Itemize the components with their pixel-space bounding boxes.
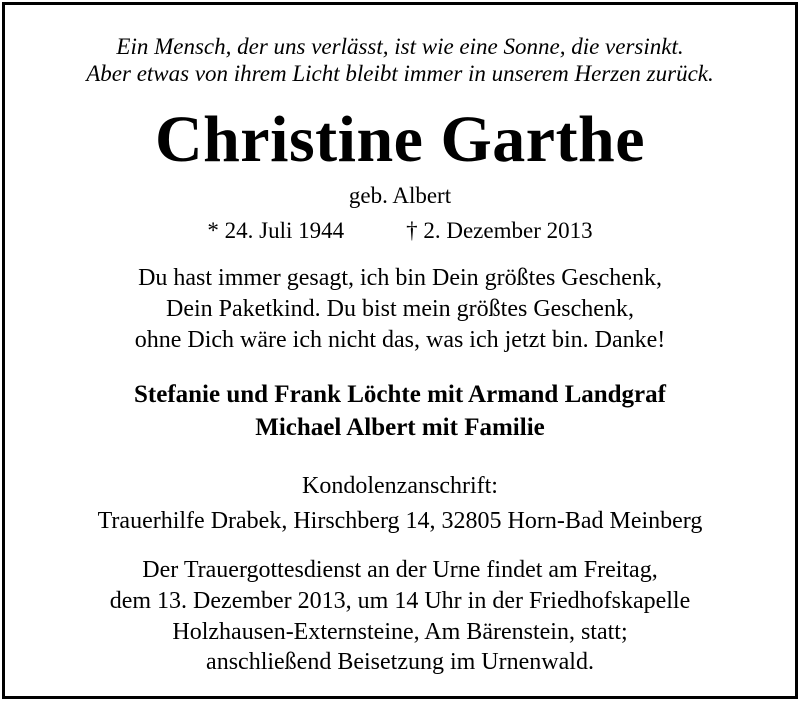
service-line-4: anschließend Beisetzung im Urnenwald. (206, 649, 594, 675)
birth-date: * 24. Juli 1944 (207, 218, 345, 243)
condolence-address: Trauerhilfe Drabek, Hirschberg 14, 32805 Horn-Bad Meinberg (97, 508, 703, 534)
service-line-3: Holzhausen-Externsteine, Am Bärenstein, statt; (172, 619, 628, 645)
death-date: † 2. Dezember 2013 (406, 218, 593, 243)
maiden-name: geb. Albert (348, 183, 452, 208)
condolence-label: Kondolenzanschrift: (302, 473, 498, 499)
service-line-2: dem 13. Dezember 2013, um 14 Uhr in der Friedhofskapelle (109, 588, 691, 614)
mourners-line-1: Stefanie und Frank Löchte mit Armand Landgraf (134, 381, 666, 408)
message-line-3: ohne Dich wäre ich nicht das, was ich jetzt bin. Danke! (134, 327, 666, 353)
message-line-1: Du hast immer gesagt, ich bin Dein größtes Geschenk, (138, 265, 662, 291)
life-dates (0, 219, 800, 242)
service-line-1: Der Trauergottesdienst an der Urne findet am Freitag, (142, 557, 658, 583)
mourners-line-2: Michael Albert mit Familie (255, 414, 545, 441)
message-line-2: Dein Paketkind. Du bist mein größtes Geschenk, (166, 296, 634, 322)
motto-line-1: Ein Mensch, der uns verlässt, ist wie eine Sonne, die versinkt. (116, 34, 684, 59)
motto-line-2: Aber etwas von ihrem Licht bleibt immer in unserem Herzen zurück. (86, 61, 714, 86)
deceased-name: Christine Garthe (154, 103, 646, 176)
